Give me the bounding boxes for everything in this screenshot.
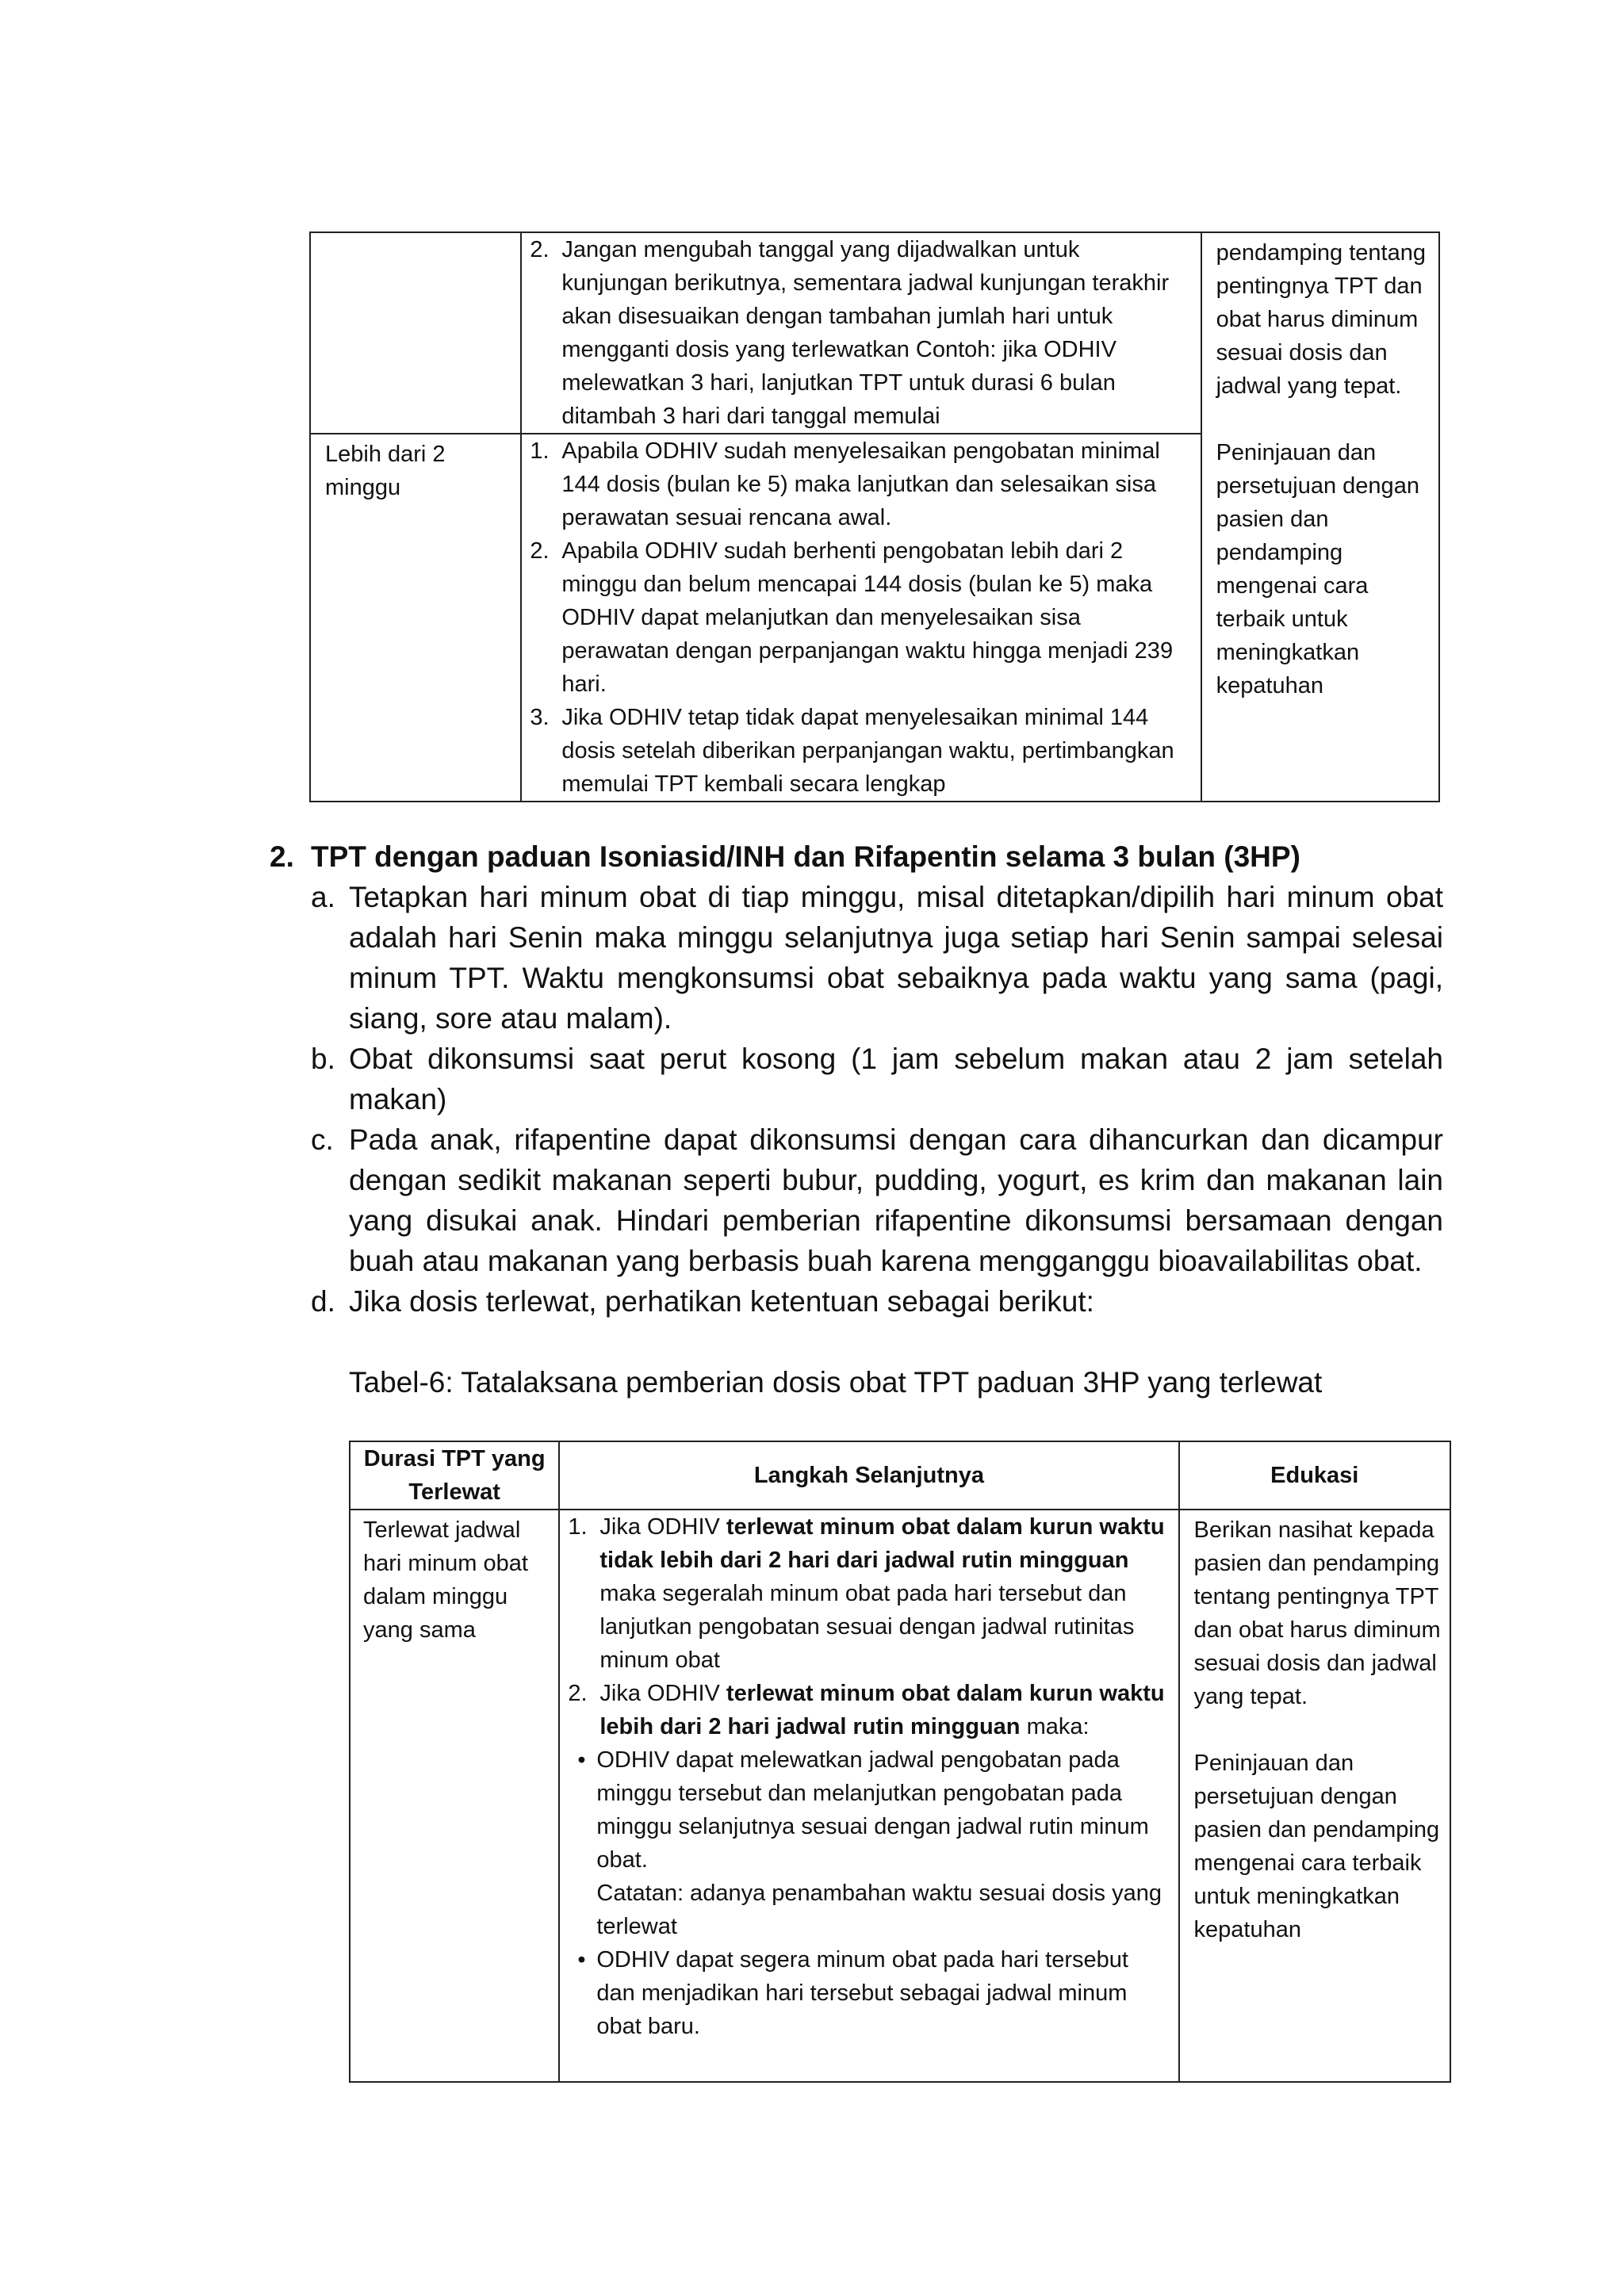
bullet-icon: • xyxy=(577,1947,586,1973)
bullet-text: ODHIV dapat segera minum obat pada hari tersebut dan menjadikan hari tersebut sebagai jadwal minum obat baru. xyxy=(596,1947,1128,2039)
item-letter: a. xyxy=(311,881,335,913)
list-item xyxy=(270,1039,1443,1119)
item-number: 2. xyxy=(568,1681,588,1706)
list-item xyxy=(522,534,1200,701)
duration-text: Lebih dari 2 minggu xyxy=(325,442,446,500)
item-text: Jangan mengubah tanggal yang dijadwalkan untuk kunjungan berikutnya, sementara jadwal kunjungan terakhir akan disesuaikan dengan tambahan jumlah hari untuk mengganti dosis yang terlewatkan Contoh: jika ODHIV melewatkan 3 hari, lanjutkan TPT untuk durasi 6 bulan ditambah 3 hari dari tanggal memulai xyxy=(561,237,1170,429)
item-number: 1. xyxy=(568,1514,588,1540)
bullet-text: ODHIV dapat melewatkan jadwal pengobatan pada minggu tersebut dan melanjutkan pengobatan pada minggu selanjutnya sesuai dengan jadwal rutin minum obat. xyxy=(596,1747,1149,1873)
item-text: Jika ODHIV tetap tidak dapat menyelesaikan minimal 144 dosis setelah diberikan perpanjangan waktu, pertimbangkan memulai TPT kembali secara lengkap xyxy=(561,705,1174,797)
item-letter: d. xyxy=(311,1285,335,1318)
instruction-list xyxy=(270,877,1443,1322)
missed-dose-table-3hp xyxy=(349,1441,1451,2083)
list-item xyxy=(522,434,1200,534)
list-item xyxy=(560,1677,1178,1743)
table-row xyxy=(310,232,1439,434)
column-header-next-steps: Langkah Selanjutnya xyxy=(559,1441,1178,1510)
duration-cell xyxy=(350,1510,559,2082)
column-header-duration: Durasi TPT yang Terlewat xyxy=(350,1441,559,1510)
item-text-prefix: Jika ODHIV xyxy=(599,1514,726,1540)
steps-cell xyxy=(521,232,1201,434)
item-number: 2. xyxy=(530,237,550,262)
list-item xyxy=(270,1119,1443,1281)
list-item xyxy=(270,877,1443,1039)
item-text-suffix: maka segeralah minum obat pada hari tersebut dan lanjutkan pengobatan sesuai dengan jadwal rutinitas minum obat xyxy=(599,1581,1135,1673)
item-text-bold: terlewat minum obat dalam kurun waktu lebih dari 2 hari jadwal rutin mingguan xyxy=(599,1681,1165,1739)
steps-cell xyxy=(521,434,1201,802)
section-number: 2. xyxy=(270,840,294,873)
bullet-item xyxy=(573,1743,1178,1943)
bullet-note: Catatan: adanya penambahan waktu sesuai dosis yang terlewat xyxy=(596,1881,1162,1939)
item-text-suffix: maka: xyxy=(1020,1714,1090,1739)
item-number: 2. xyxy=(530,538,550,564)
duration-cell xyxy=(310,434,521,802)
item-number: 1. xyxy=(530,438,550,464)
item-text-bold: terlewat minum obat dalam kurun waktu tidak lebih dari 2 hari dari jadwal rutin mingguan xyxy=(599,1514,1165,1573)
table-header-row xyxy=(350,1441,1450,1510)
list-item xyxy=(522,701,1200,801)
duration-cell xyxy=(310,232,521,434)
education-text: Berikan nasihat kepada pasien dan pendamping tentang pentingnya TPT dan obat harus diminum sesuai dosis dan jadwal yang tepat. xyxy=(1193,1517,1441,1709)
list-item xyxy=(270,1281,1443,1322)
section-heading xyxy=(270,836,1443,877)
education-cell xyxy=(1179,1510,1451,2082)
item-text: Obat dikonsumsi saat perut kosong (1 jam sebelum makan atau 2 jam setelah makan) xyxy=(349,1043,1443,1115)
education-text: Peninjauan dan persetujuan dengan pasien dan pendamping mengenai cara terbaik untuk meningkatkan kepatuhan xyxy=(1216,440,1419,698)
education-text: pendamping tentang pentingnya TPT dan obat harus diminum sesuai dosis dan jadwal yang tepat. xyxy=(1216,240,1427,399)
duration-text: Terlewat jadwal hari minum obat dalam minggu yang sama xyxy=(363,1517,528,1643)
bullet-item xyxy=(573,1943,1178,2043)
table-row xyxy=(350,1510,1450,2082)
section-title: TPT dengan paduan Isoniasid/INH dan Rifapentin selama 3 bulan (3HP) xyxy=(311,840,1300,873)
list-item xyxy=(522,233,1200,433)
item-text: Pada anak, rifapentine dapat dikonsumsi dengan cara dihancurkan dan dicampur dengan sedikit makanan seperti bubur, pudding, yogurt, es krim dan makanan lain yang disukai anak. Hindari pemberian rifapentine dikonsumsi bersamaan dengan buah atau makanan yang berbasis buah karena mengganggu bioavailabilitas obat. xyxy=(349,1123,1443,1277)
item-letter: b. xyxy=(311,1043,335,1075)
column-header-education: Edukasi xyxy=(1179,1441,1451,1510)
item-text: Jika dosis terlewat, perhatikan ketentuan sebagai berikut: xyxy=(349,1285,1094,1318)
item-text: Apabila ODHIV sudah berhenti pengobatan lebih dari 2 minggu dan belum mencapai 144 dosis (bulan ke 5) maka ODHIV dapat melanjutkan dan menyelesaikan sisa perawatan dengan perpanjangan waktu hingga menjadi 239 hari. xyxy=(561,538,1174,697)
item-text: Apabila ODHIV sudah menyelesaikan pengobatan minimal 144 dosis (bulan ke 5) maka lanjutkan dan selesaikan sisa perawatan sesuai rencana awal. xyxy=(561,438,1160,530)
table-caption: Tabel-6: Tatalaksana pemberian dosis obat TPT paduan 3HP yang terlewat xyxy=(349,1366,1323,1399)
item-letter: c. xyxy=(311,1123,334,1156)
item-number: 3. xyxy=(530,705,550,730)
list-item xyxy=(560,1510,1178,1677)
steps-cell xyxy=(559,1510,1178,2082)
section-3hp xyxy=(270,836,1443,1322)
item-text-prefix: Jika ODHIV xyxy=(599,1681,726,1706)
education-cell xyxy=(1201,232,1439,802)
bullet-icon: • xyxy=(577,1747,586,1773)
education-text: Peninjauan dan persetujuan dengan pasien dan pendamping mengenai cara terbaik untuk meningkatkan kepatuhan xyxy=(1193,1751,1440,1942)
missed-dose-table-continued xyxy=(309,232,1440,802)
item-text: Tetapkan hari minum obat di tiap minggu, misal ditetapkan/dipilih hari minum obat adalah hari Senin maka minggu selanjutnya juga setiap hari Senin sampai selesai minum TPT. Waktu mengkonsumsi obat sebaiknya pada waktu yang sama (pagi, siang, sore atau malam). xyxy=(349,881,1443,1035)
